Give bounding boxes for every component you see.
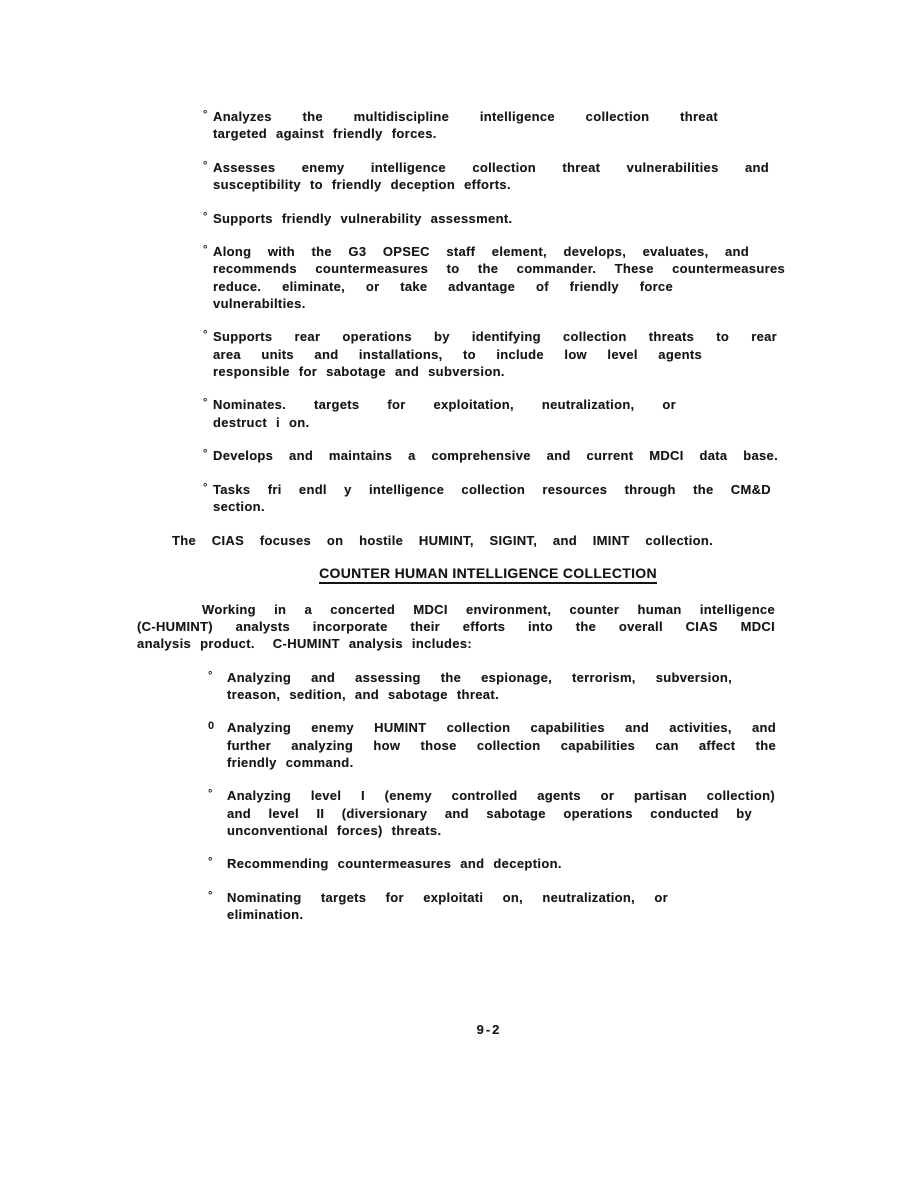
section-heading-text: COUNTER HUMAN INTELLIGENCE COLLECTION — [319, 565, 657, 584]
text-line: unconventional forces) threats. — [227, 822, 442, 838]
bullet-item — [0, 481, 920, 515]
text-line: Analyzing enemy HUMINT collection capabilities and activities, and — [227, 720, 776, 736]
paragraph — [0, 601, 920, 653]
bullet-marker: ° — [208, 788, 213, 801]
text-line: analysis product. C-HUMINT analysis includes: — [137, 635, 473, 651]
text-line: Along with the G3 OPSEC staff element, develops, evaluates, and — [213, 244, 749, 260]
text-line: Supports rear operations by identifying collection threats to rear — [213, 329, 777, 345]
text-line: friendly command. — [227, 754, 354, 770]
text-line: Supports friendly vulnerability assessment. — [213, 210, 513, 226]
bullet-marker: ° — [203, 210, 208, 223]
text-line: Analyzes the multidiscipline intelligence collection threat — [213, 109, 718, 124]
bullet-marker: ° — [203, 329, 208, 342]
bullet-item — [0, 855, 920, 872]
bullet-marker: ° — [203, 448, 208, 461]
bullet-marker: ° — [208, 856, 213, 869]
text-line: Tasks fri endl y intelligence collection resources through the CM&D — [213, 481, 771, 497]
text-line: The CIAS focuses on hostile HUMINT, SIGINT, and IMINT collection. — [172, 532, 713, 548]
bullet-marker: ° — [203, 244, 208, 257]
bullet-marker: ° — [208, 669, 213, 682]
text-line: Assesses enemy intelligence collection threat vulnerabilities and — [213, 159, 769, 175]
bullet-marker: ° — [203, 109, 208, 121]
text-line: destruct i on. — [213, 414, 310, 430]
text-line: Nominates. targets for exploitation, neutralization, or — [213, 397, 676, 413]
text-line: (C-HUMINT) analysts incorporate their efforts into the overall CIAS MDCI — [137, 618, 775, 634]
bullet-item — [0, 889, 920, 923]
text-line: treason, sedition, and sabotage threat. — [227, 686, 500, 702]
bullet-item — [0, 719, 920, 771]
text-line: reduce. eliminate, or take advantage of friendly force — [213, 278, 673, 294]
section-heading — [0, 565, 920, 584]
bullet-item — [0, 159, 920, 193]
text-line: responsible for sabotage and subversion. — [213, 363, 505, 379]
page-number: 9-2 — [476, 1022, 502, 1037]
text-line: Develops and maintains a comprehensive and current MDCI data base. — [213, 448, 778, 464]
text-line: Recommending countermeasures and deception. — [227, 856, 562, 872]
text-line: area units and installations, to include low level agents — [213, 346, 702, 362]
bullet-item — [0, 210, 920, 227]
text-line: vulnerabilties. — [213, 295, 306, 311]
bullet-marker: ° — [203, 481, 208, 494]
paragraph — [0, 532, 920, 549]
text-line: targeted against friendly forces. — [213, 126, 437, 142]
text-line: susceptibility to friendly deception efforts. — [213, 177, 511, 192]
bullet-item — [0, 447, 920, 464]
bullet-item — [0, 243, 920, 312]
text-line: recommends countermeasures to the commander. These countermeasures — [213, 261, 785, 277]
text-line: Working in a concerted MDCI environment, counter human intelligence — [202, 601, 775, 617]
bullet-item — [0, 108, 920, 142]
text-line: section. — [213, 498, 265, 514]
text-line: Analyzing and assessing the espionage, terrorism, subversion, — [227, 669, 732, 685]
document-body — [0, 108, 920, 923]
bullet-item — [0, 669, 920, 703]
bullet-marker: 0 — [208, 720, 215, 733]
bullet-item — [0, 396, 920, 430]
bullet-marker: ° — [208, 889, 213, 902]
text-line: Nominating targets for exploitati on, neutralization, or — [227, 889, 668, 905]
bullet-marker: ° — [203, 397, 208, 410]
bullet-item — [0, 328, 920, 380]
text-line: and level II (diversionary and sabotage operations conducted by — [227, 805, 752, 821]
text-line: further analyzing how those collection capabilities can affect the — [227, 737, 776, 753]
text-line: elimination. — [227, 907, 304, 923]
bullet-item — [0, 787, 920, 839]
text-line: Analyzing level I (enemy controlled agents or partisan collection) — [227, 788, 775, 804]
bullet-marker: ° — [203, 159, 208, 172]
